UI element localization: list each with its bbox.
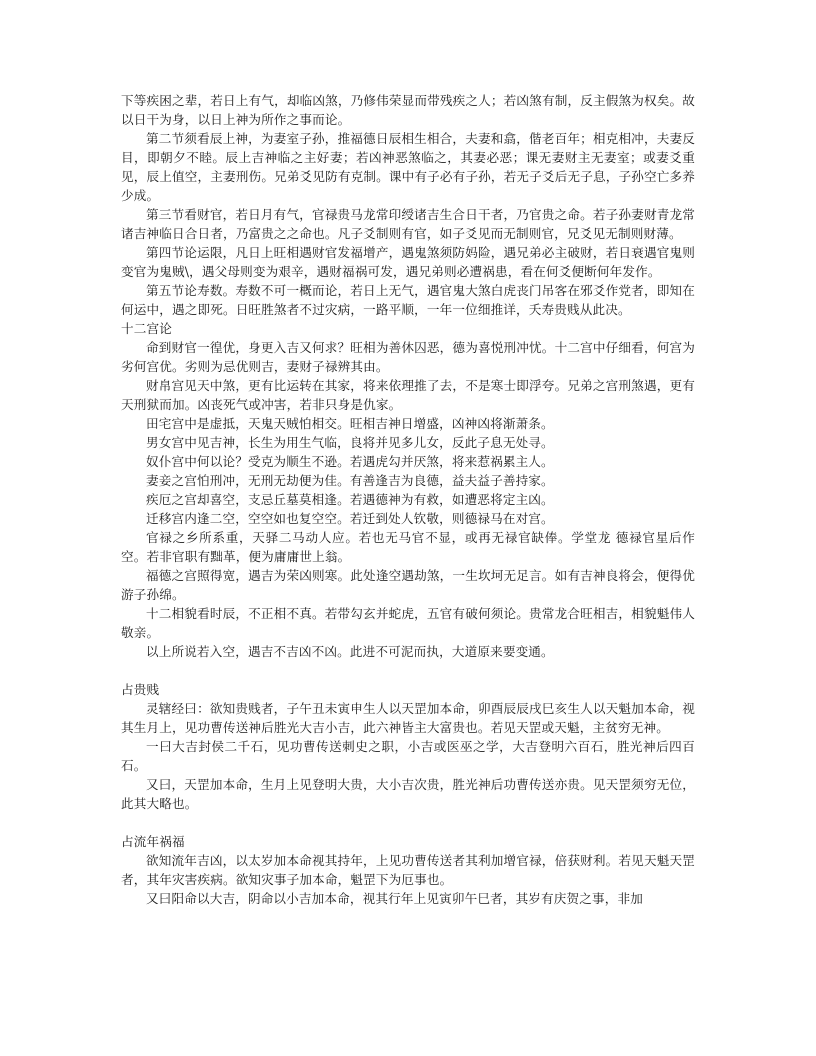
paragraph: 十二相貌看时辰，不正相不真。若带勾玄并蛇虎，五官有破何须论。贵常龙合旺相吉，相貌魁伟人敬亲。 [121, 606, 695, 640]
paragraph: 灵辖经曰：欲知贵贱者，子午丑未寅申生人以天罡加本命，卯酉辰辰戌巳亥生人以天魁加本命，视其生月上，见功曹传送神后胜光大吉小吉，此六神皆主大富贵也。若见天罡或天魁，主贫穷无神。 [121, 701, 695, 735]
section-spacer [121, 813, 695, 832]
paragraph: 命到财官一徨优，身更入吉又何求？旺相为善休囚恶，德为喜悦刑冲忧。十二宫中仔细看，何宫为劣何宫优。劣则为忌优则吉，妻财子禄辨其由。 [121, 340, 695, 374]
paragraph: 以上所说若入空，遇吉不吉凶不凶。此进不可泥而执，大道原来要变通。 [146, 644, 554, 659]
paragraph: 又曰阳命以大吉，阴命以小吉加本命，视其行年上见寅卯午巳者，其岁有庆贺之事，非加 [146, 891, 644, 906]
paragraph: 迁移宫内逢二空，空空如也复空空。若迁到处人钦敬，则德禄马在对宫。 [146, 511, 554, 526]
section-heading: 十二宫论 [121, 321, 172, 336]
paragraph: 妻妾之宫怕刑冲，无刑无劫便为佳。有善逢吉为良德，益夫益子善持家。 [146, 473, 554, 488]
paragraph: 欲知流年吉凶，以太岁加本命视其持年，上见功曹传送者其利加增官禄，倍获财利。若见天魁天罡者，其年灾害疾病。欲知灾事子加本命，魁罡下为厄事也。 [121, 853, 695, 887]
paragraph: 官禄之乡所系重，天驿二马动人应。若也无马官不显，或再无禄官缺俸。学堂龙 德禄官星后作空。若非官职有黜革，便为庸庸世上翁。 [121, 530, 695, 564]
paragraph: 下等疾困之辈，若日上有气，却临凶煞，乃修伟荣显而带残疾之人；若凶煞有制，反主假煞为权矣。故以日干为身，以日上神为所作之事而论。 [121, 93, 695, 127]
paragraph: 田宅宫中是虚抵，天鬼天贼怕相交。旺相吉神日增盛，凶神凶将渐萧条。 [146, 416, 554, 431]
paragraph: 第四节论运限，凡日上旺相遇财官发福增产，遇鬼煞须防妈险，遇兄弟必主破财，若日衰遇官鬼则变官为鬼贼\，遇父母则变为艰辛，遇财福祸可发，遇兄弟则必遭祸患，看在何爻便断何年发作。 [121, 245, 695, 279]
paragraph: 疾厄之宫却喜空，支忌丘墓莫相逢。若遇德神为有救，如遭恶将定主凶。 [146, 492, 554, 507]
paragraph: 第五节论寿数。寿数不可一概而论，若日上无气，遇官鬼大煞白虎丧门吊客在邪爻作党者，即知在何运中，遇之即死。日旺胜煞者不过灾病，一路平顺，一年一位细推详，夭寿贵贱从此决。 [121, 283, 695, 317]
paragraph: 第二节须看辰上神，为妻室子孙，推福德日辰相生相合，夫妻和翕，偕老百年；相克相冲，夫妻反目，即朝夕不睦。辰上吉神临之主好妻；若凶神恶煞临之，其妻必恶；课无妻财主无妻室；或妻爻重见，辰上值空，主妻刑伤。兄弟爻见防有克制。课中有子必有子孙，若无子爻后无子息，子孙空亡多养少成。 [121, 131, 695, 203]
section-spacer [121, 661, 695, 680]
paragraph: 一曰大吉封侯二千石，见功曹传送刺史之职，小吉或医巫之学，大吉登明六百石，胜光神后四百石。 [121, 739, 695, 773]
paragraph: 奴仆宫中何以论？受克为顺生不逊。若遇虎勾并厌煞，将来惹祸累主人。 [146, 454, 554, 469]
paragraph: 男女宫中见吉神，长生为用生气临，良将并见多儿女，反此子息无处寻。 [146, 435, 554, 450]
paragraph: 又曰，天罡加本命，生月上见登明大贵，大小吉次贵，胜光神后功曹传送亦贵。见天罡须穷无位，此其大略也。 [121, 777, 695, 811]
paragraph: 第三节看财官，若日月有气，官禄贵马龙常印绶诸吉生合日干者，乃官贵之命。若子孙妻财青龙常诸吉神临日合日者，乃富贵之之命也。凡子爻制则有官，如子爻见而无制则官，兄爻见无制则财薄。 [121, 207, 695, 241]
section-heading: 占流年祸福 [121, 834, 185, 849]
document-page [121, 91, 695, 908]
paragraph: 福德之宫照得宽，遇吉为荣凶则寒。此处逢空遇劫煞，一生坎坷无足言。如有吉神良将会，便得优游子孙绵。 [121, 568, 695, 602]
section-heading: 占贵贱 [121, 682, 160, 697]
paragraph: 财帛宫见天中煞，更有比运转在其家，将来依理推了去，不是寒士即浮夸。兄弟之宫刑煞遇，更有天刑狱而加。凶丧死气或冲害，若非只身是仇家。 [121, 378, 695, 412]
